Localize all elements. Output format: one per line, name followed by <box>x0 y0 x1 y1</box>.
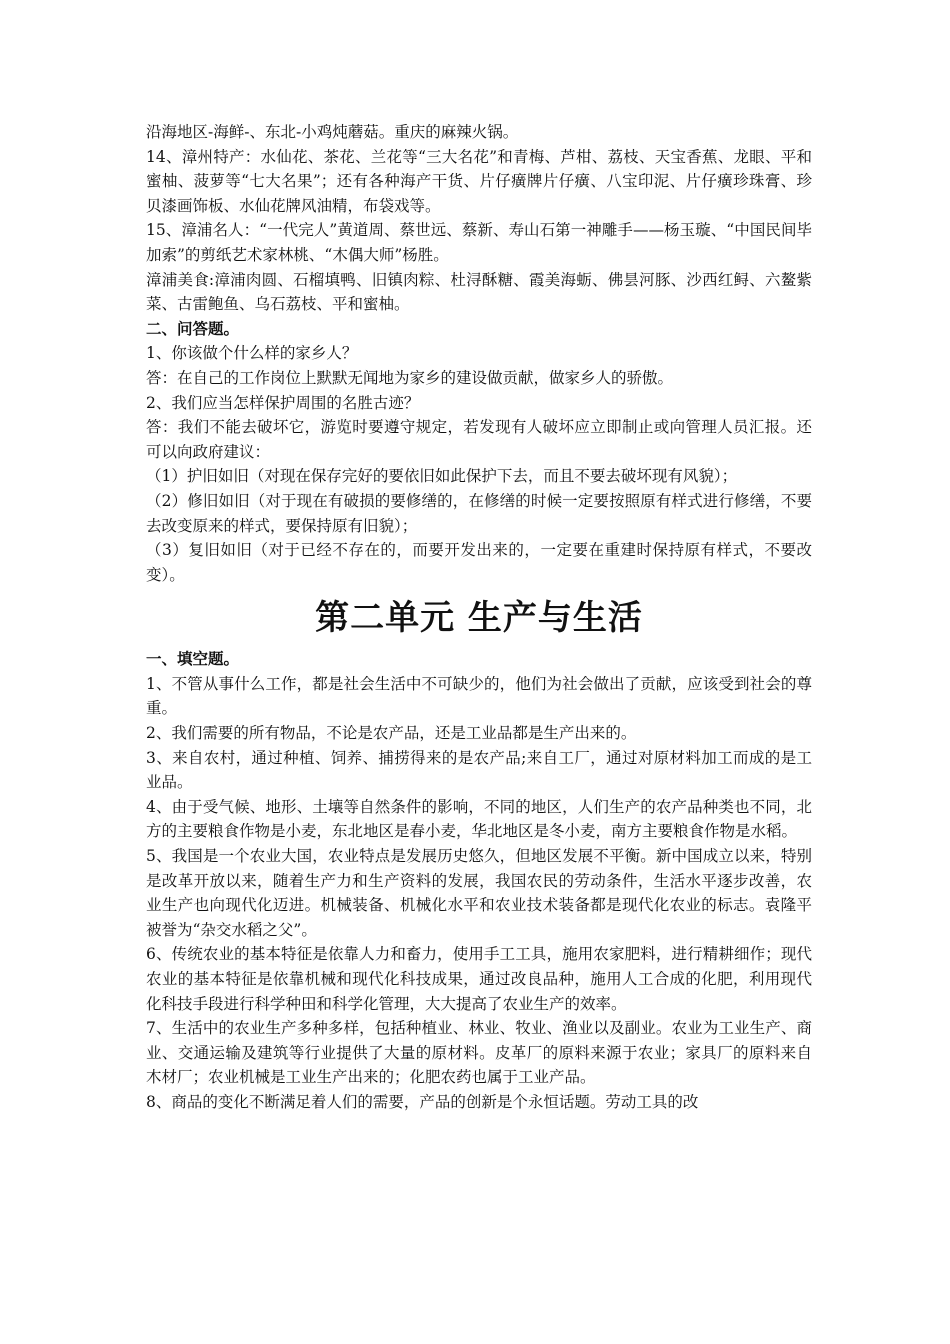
section-heading-qa: 二、问答题。 <box>146 318 240 338</box>
paragraph: 4、由于受气候、地形、土壤等自然条件的影响，不同的地区，人们生产的农产品种类也不同，北方的主要粮食作物是小麦，东北地区是春小麦，华北地区是冬小麦，南方主要粮食作物是水稻。 <box>146 797 812 841</box>
question: 2、我们应当怎样保护周围的名胜古迹？ <box>146 393 420 412</box>
question: 1、你该做个什么样的家乡人？ <box>146 344 358 363</box>
document-body <box>146 120 812 1115</box>
answer: 答：在自己的工作岗位上默默无闻地为家乡的建设做贡献，做家乡人的骄傲。 <box>146 368 674 387</box>
paragraph: 8、商品的变化不断满足着人们的需要，产品的创新是个永恒话题。劳动工具的改 <box>146 1092 699 1111</box>
paragraph: 15、漳浦名人：“一代完人”黄道周、蔡世远、蔡新、寿山石第一神雕手——杨玉璇、“中国民间毕加索”的剪纸艺术家林桃、“木偶大师”杨胜。 <box>146 221 812 264</box>
list-item: （2）修旧如旧（对于现在有破损的要修缮的，在修缮的时候一定要按照原有样式进行修缮，不要去改变原来的样式，要保持原有旧貌）； <box>146 491 812 535</box>
paragraph: 漳浦美食:漳浦肉圆、石榴填鸭、旧镇肉粽、杜浔酥糖、霞美海蛎、佛昙河豚、沙西红鲟、六鳌紫菜、古雷鲍鱼、乌石荔枝、平和蜜柚。 <box>146 270 812 314</box>
paragraph: 14、漳州特产：水仙花、茶花、兰花等“三大名花”和青梅、芦柑、荔枝、天宝香蕉、龙眼、平和蜜柚、菠萝等“七大名果”；还有各种海产干货、片仔癀牌片仔癀、八宝印泥、片仔癀珍珠膏、珍贝漆画饰板、水仙花牌风油精，布袋戏等。 <box>146 147 812 215</box>
paragraph: 6、传统农业的基本特征是依靠人力和畜力，使用手工工具，施用农家肥料，进行精耕细作；现代农业的基本特征是依靠机械和现代化科技成果，通过改良品种，施用人工合成的化肥，利用现代化科技手段进行科学种田和科学化管理，大大提高了农业生产的效率。 <box>146 945 812 1013</box>
paragraph: 5、我国是一个农业大国，农业特点是发展历史悠久，但地区发展不平衡。新中国成立以来，特别是改革开放以来，随着生产力和生产资料的发展，我国农民的劳动条件，生活水平逐步改善，农业生产也向现代化迈进。机械装备、机械化水平和农业技术装备都是现代化农业的标志。袁隆平被誉为“杂交水稻之父”。 <box>146 847 812 939</box>
paragraph: 2、我们需要的所有物品，不论是农产品，还是工业品都是生产出来的。 <box>146 724 637 743</box>
paragraph: 3、来自农村，通过种植、饲养、捕捞得来的是农产品;来自工厂，通过对原材料加工而成的是工业品。 <box>146 748 812 792</box>
paragraph: 7、生活中的农业生产多种多样，包括种植业、林业、牧业、渔业以及副业。农业为工业生产、商业、交通运输及建筑等行业提供了大量的原材料。皮革厂的原料来源于农业；家具厂的原料来自木材厂；农业机械是工业生产出来的；化肥农药也属于工业产品。 <box>146 1019 812 1087</box>
unit-title: 第二单元 生产与生活 <box>315 598 643 639</box>
section-heading-fill-blank: 一、填空题。 <box>146 649 240 669</box>
answer: 答：我们不能去破坏它，游览时要遵守规定，若发现有人破坏应立即制止或向管理人员汇报。还可以向政府建议： <box>146 418 812 461</box>
list-item: （3）复旧如旧（对于已经不存在的，而要开发出来的，一定要在重建时保持原有样式，不要改变）。 <box>146 541 812 584</box>
list-item: （1）护旧如旧（对现在保存完好的要依旧如此保护下去，而且不要去破坏现有风貌）； <box>146 467 738 486</box>
paragraph: 1、不管从事什么工作，都是社会生活中不可缺少的，他们为社会做出了贡献，应该受到社会的尊重。 <box>146 674 812 718</box>
paragraph: 沿海地区-海鲜-、东北-小鸡炖蘑菇。重庆的麻辣火锅。 <box>146 123 519 141</box>
